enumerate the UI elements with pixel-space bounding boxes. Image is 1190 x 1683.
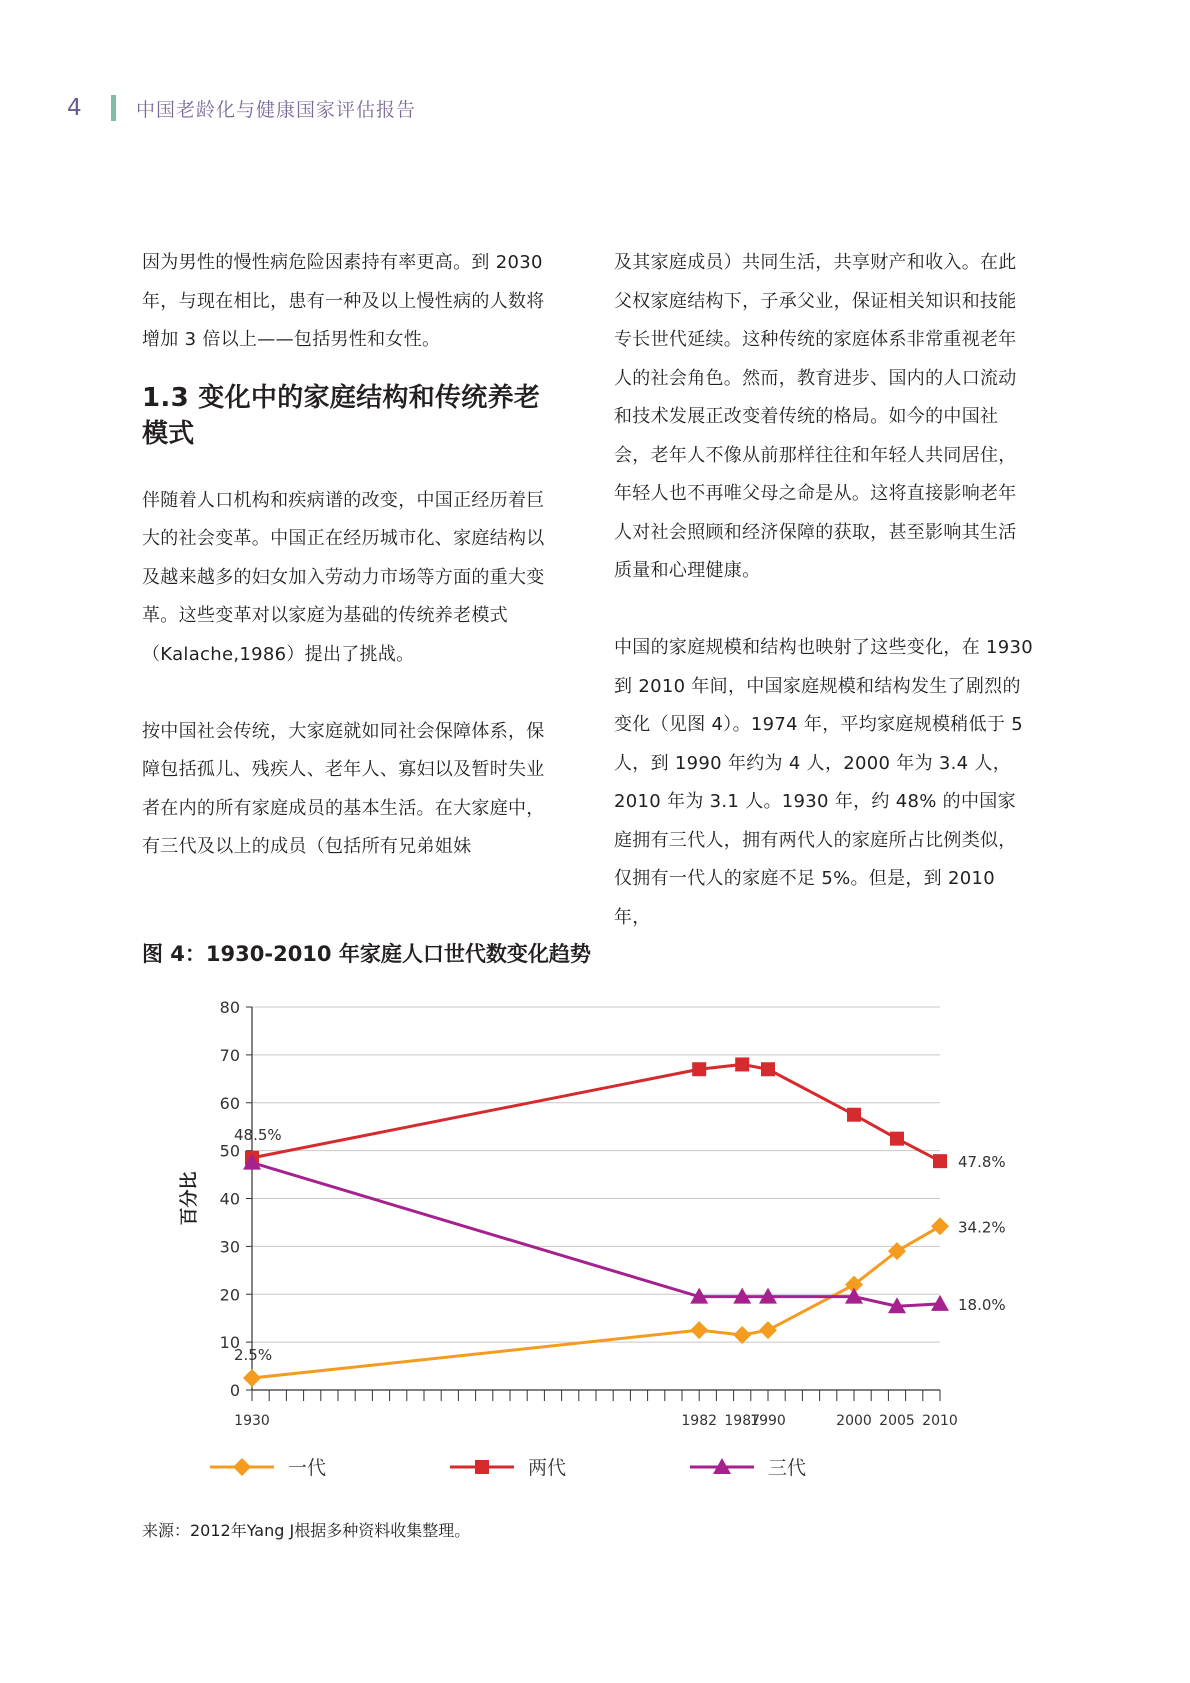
y-tick-label: 70 [219,1045,240,1065]
paragraph: 因为男性的慢性病危险因素持有率更高。到 2030 年，与现在相比，患有一种及以上慢性病的人数将增加 3 倍以上——包括男性和女性。 [142,252,545,350]
x-tick-label: 1987 [724,1413,761,1429]
page-number: 4 [67,95,82,121]
data-label: 34.2% [958,1218,1006,1237]
y-tick-label: 30 [219,1237,240,1257]
legend-marker [233,1458,251,1476]
x-tick-label: 2000 [836,1413,872,1429]
data-point-square [735,1057,749,1071]
data-label: 47.8% [958,1153,1006,1172]
report-title: 中国老龄化与健康国家评估报告 [136,98,417,121]
paragraph: 及其家庭成员）共同生活，共享财产和收入。在此父权家庭结构下，子承父业，保证相关知识和技能专长世代延续。这种传统的家庭体系非常重视老年人的社会角色。然而，教育进步、国内的人口流动和技术发展正改变着传统的格局。如今的中国社会，老年人不像从前那样往往和年轻人共同居住，年轻人也不再唯父母之命是从。这将直接影响老年人对社会照顾和经济保障的获取，甚至影响其生活质量和心理健康。 [614,252,1017,581]
page-header [67,92,416,124]
y-tick-label: 0 [229,1381,240,1400]
data-point-diamond [759,1321,777,1339]
x-tick-label: 2010 [922,1413,958,1429]
left-column [142,244,562,867]
data-point-diamond [690,1321,708,1339]
x-tick-label: 1982 [681,1413,718,1429]
data-label: 2.5% [234,1346,273,1365]
right-column [614,244,1034,937]
figure-title: 图 4：1930-2010 年家庭人口世代数变化趋势 [142,942,591,966]
x-tick-label: 2005 [879,1413,915,1429]
legend-label: 一代 [288,1457,327,1479]
paragraph: 按中国社会传统，大家庭就如同社会保障体系，保障包括孤儿、残疾人、老年人、寡妇以及暂时失业者在内的所有家庭成员的基本生活。在大家庭中，有三代及以上的成员（包括所有兄弟姐妹 [142,720,545,857]
y-tick-label: 50 [219,1141,240,1161]
paragraph: 伴随着人口机构和疾病谱的改变，中国正经历着巨大的社会变革。中国正在经历城市化、家庭结构以及越来越多的妇女加入劳动力市场等方面的重大变革。这些变革对以家庭为基础的传统养老模式（Kalache,1986）提出了挑战。 [142,489,545,665]
section-title: 1.3 变化中的家庭结构和传统养老模式 [142,382,541,449]
data-point-square [890,1132,904,1146]
data-point-square [692,1062,706,1076]
legend-label: 三代 [768,1457,807,1479]
y-tick-label: 10 [219,1333,240,1353]
data-point-square [847,1108,861,1122]
legend-label: 两代 [528,1457,567,1479]
chart-container [160,980,1020,1504]
y-axis-label: 百分比 [179,1171,200,1226]
data-label: 48.5% [234,1125,282,1144]
x-tick-label: 1930 [234,1413,270,1429]
data-point-diamond [733,1326,751,1344]
data-label: 18.0% [958,1295,1006,1314]
data-point-square [933,1154,947,1168]
line-chart [160,980,1020,1500]
data-point-diamond [243,1369,261,1387]
series-line-square [252,1064,940,1161]
figure-source: 来源：2012年Yang J根据多种资料收集整理。 [142,1521,471,1540]
y-tick-label: 60 [219,1093,240,1113]
series-line-triangle [252,1163,940,1307]
paragraph: 中国的家庭规模和结构也映射了这些变化，在 1930 到 2010 年间，中国家庭规模和结构发生了剧烈的变化（见图 4）。1974 年，平均家庭规模稍低于 5 人，到 1990 年约为 4 人，2000 年为 3.4 人，2010 年为 3.1 人。1930 年，约 48% 的中国家庭拥有三代人，拥有两代人的家庭所占比例类似，仅拥有一代人的家庭不足 5%。但是，到 2010 年， [614,637,1034,928]
data-point-diamond [931,1217,949,1235]
y-tick-label: 80 [219,998,240,1017]
y-tick-label: 40 [219,1189,240,1209]
data-point-square [761,1062,775,1076]
header-divider [111,95,116,121]
y-tick-label: 20 [219,1285,240,1305]
x-tick-label: 1990 [750,1413,786,1429]
legend-marker [475,1460,489,1474]
series-line-diamond [252,1226,940,1378]
